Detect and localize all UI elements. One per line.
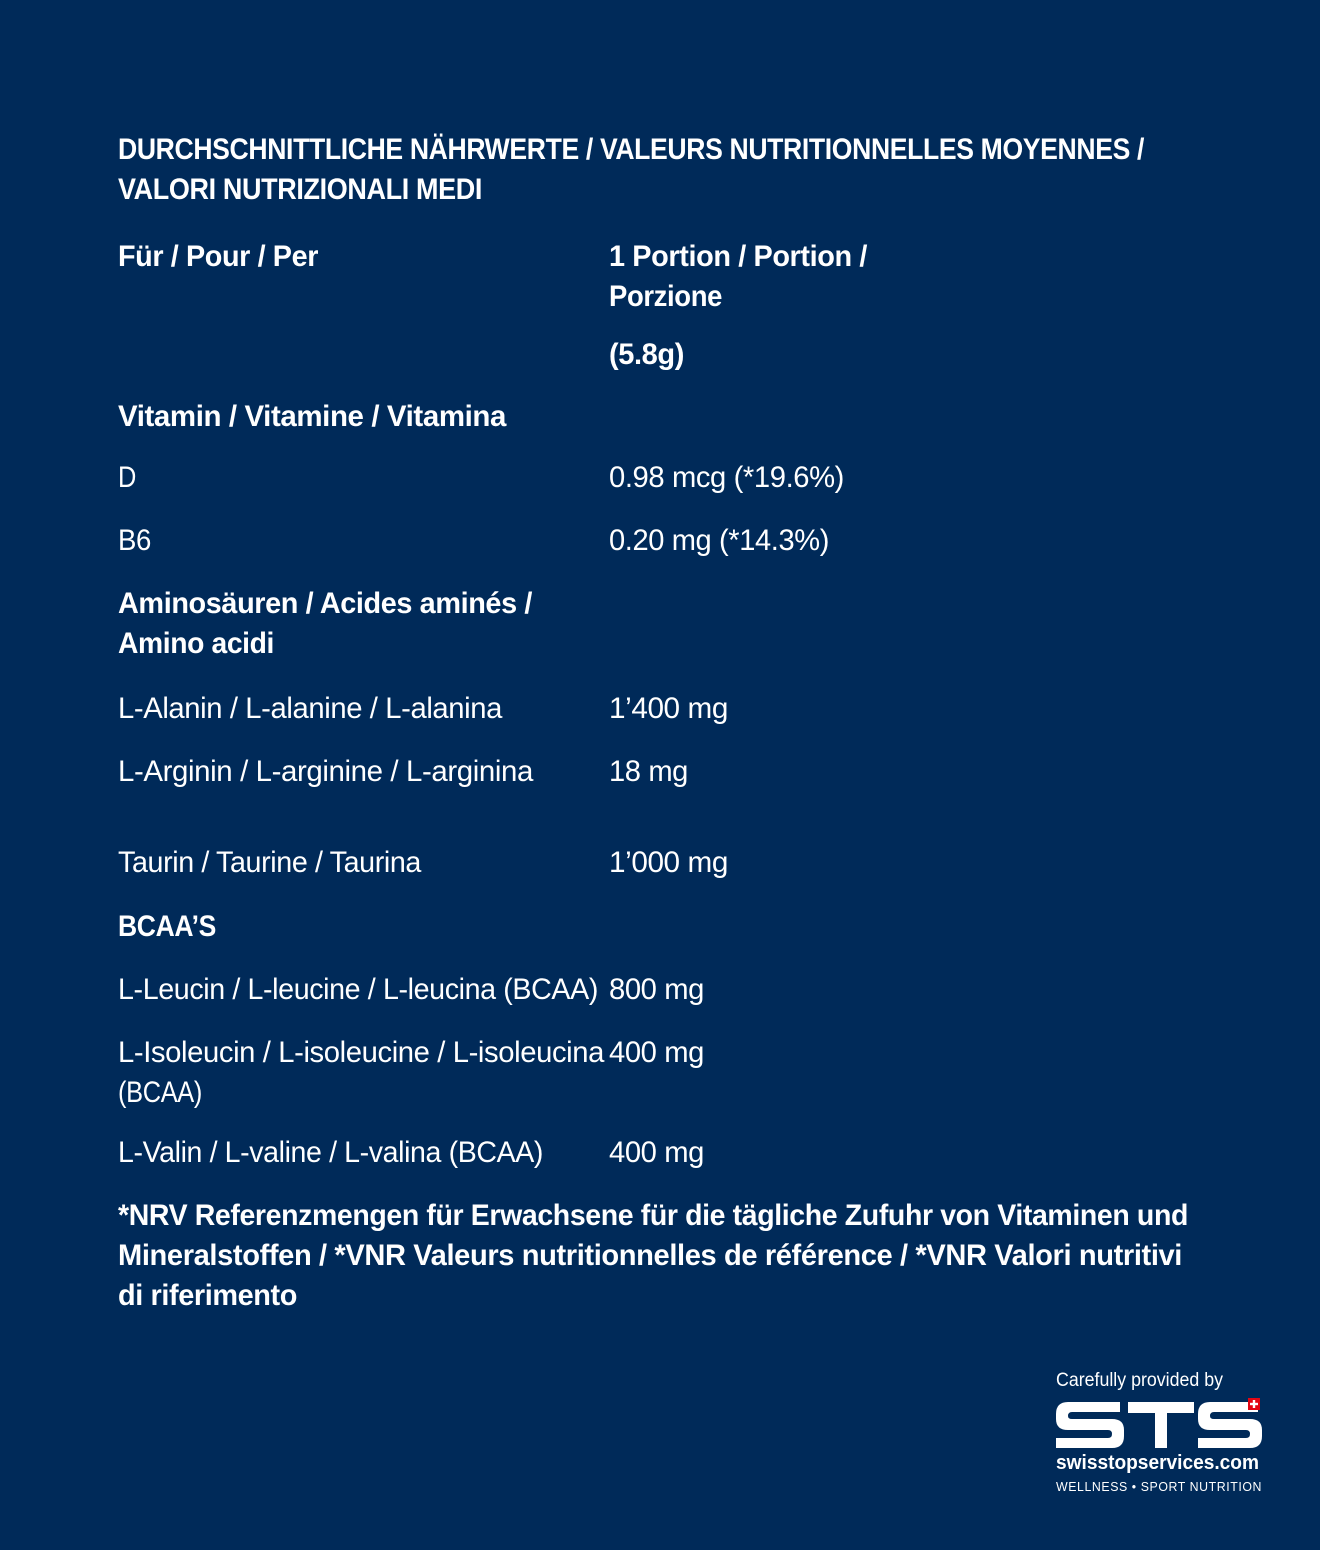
footnote-line-1: *NRV Referenzmengen für Erwachsene für die tägliche Zufuhr von Vitaminen und xyxy=(118,1199,1188,1232)
taurine-value: 1’000 mg xyxy=(609,846,728,879)
amino-acids-heading-line-2: Amino acidi xyxy=(118,627,274,660)
table-title-line-1: DURCHSCHNITTLICHE NÄHRWERTE / VALEURS NUTRITIONNELLES MOYENNES / xyxy=(118,133,1144,166)
l-leucine-value: 800 mg xyxy=(609,973,704,1006)
taurine-name: Taurin / Taurine / Taurina xyxy=(118,846,421,879)
l-arginine-name: L-Arginin / L-arginine / L-arginina xyxy=(118,755,533,788)
logo-brand-text xyxy=(1054,1368,1055,1369)
l-valine-value: 400 mg xyxy=(609,1136,704,1169)
vitamin-d-value: 0.98 mcg (*19.6%) xyxy=(609,461,844,494)
portion-label-line-2: Porzione xyxy=(609,280,722,313)
l-isoleucine-name: L-Isoleucin / L-isoleucine / L-isoleucina xyxy=(118,1036,604,1069)
per-label: Für / Pour / Per xyxy=(118,240,318,273)
logo-tagline: WELLNESS • SPORT NUTRITION xyxy=(1056,1479,1262,1494)
vitamin-d-name: D xyxy=(118,461,136,494)
vitamin-b6-value: 0.20 mg (*14.3%) xyxy=(609,524,829,557)
table-title-line-2: VALORI NUTRIZIONALI MEDI xyxy=(118,173,482,206)
bcaa-heading: BCAA’S xyxy=(118,910,216,943)
l-isoleucine-value: 400 mg xyxy=(609,1036,704,1069)
footnote-line-2: Mineralstoffen / *VNR Valeurs nutritionnelles de référence / *VNR Valori nutritivi xyxy=(118,1239,1182,1272)
l-isoleucine-name-line-2: (BCAA) xyxy=(118,1076,202,1109)
vitamins-heading: Vitamin / Vitamine / Vitamina xyxy=(118,400,506,433)
l-alanine-value: 1’400 mg xyxy=(609,692,728,725)
logo-caption: Carefully provided by xyxy=(1056,1370,1223,1391)
l-valine-name: L-Valin / L-valine / L-valina (BCAA) xyxy=(118,1136,543,1169)
l-arginine-value: 18 mg xyxy=(609,755,688,788)
portion-label-line-1: 1 Portion / Portion / xyxy=(609,240,867,273)
l-alanine-name: L-Alanin / L-alanine / L-alanina xyxy=(118,692,502,725)
l-leucine-name: L-Leucin / L-leucine / L-leucina (BCAA) xyxy=(118,973,598,1006)
sts-brand-mark xyxy=(1054,1398,1264,1452)
footnote-line-3: di riferimento xyxy=(118,1279,297,1312)
sts-logo xyxy=(1054,1368,1266,1498)
vitamin-b6-name: B6 xyxy=(118,524,151,557)
logo-website: swisstopservices.com xyxy=(1056,1452,1259,1474)
amino-acids-heading-line-1: Aminosäuren / Acides aminés / xyxy=(118,587,532,620)
portion-weight: (5.8g) xyxy=(609,338,684,371)
